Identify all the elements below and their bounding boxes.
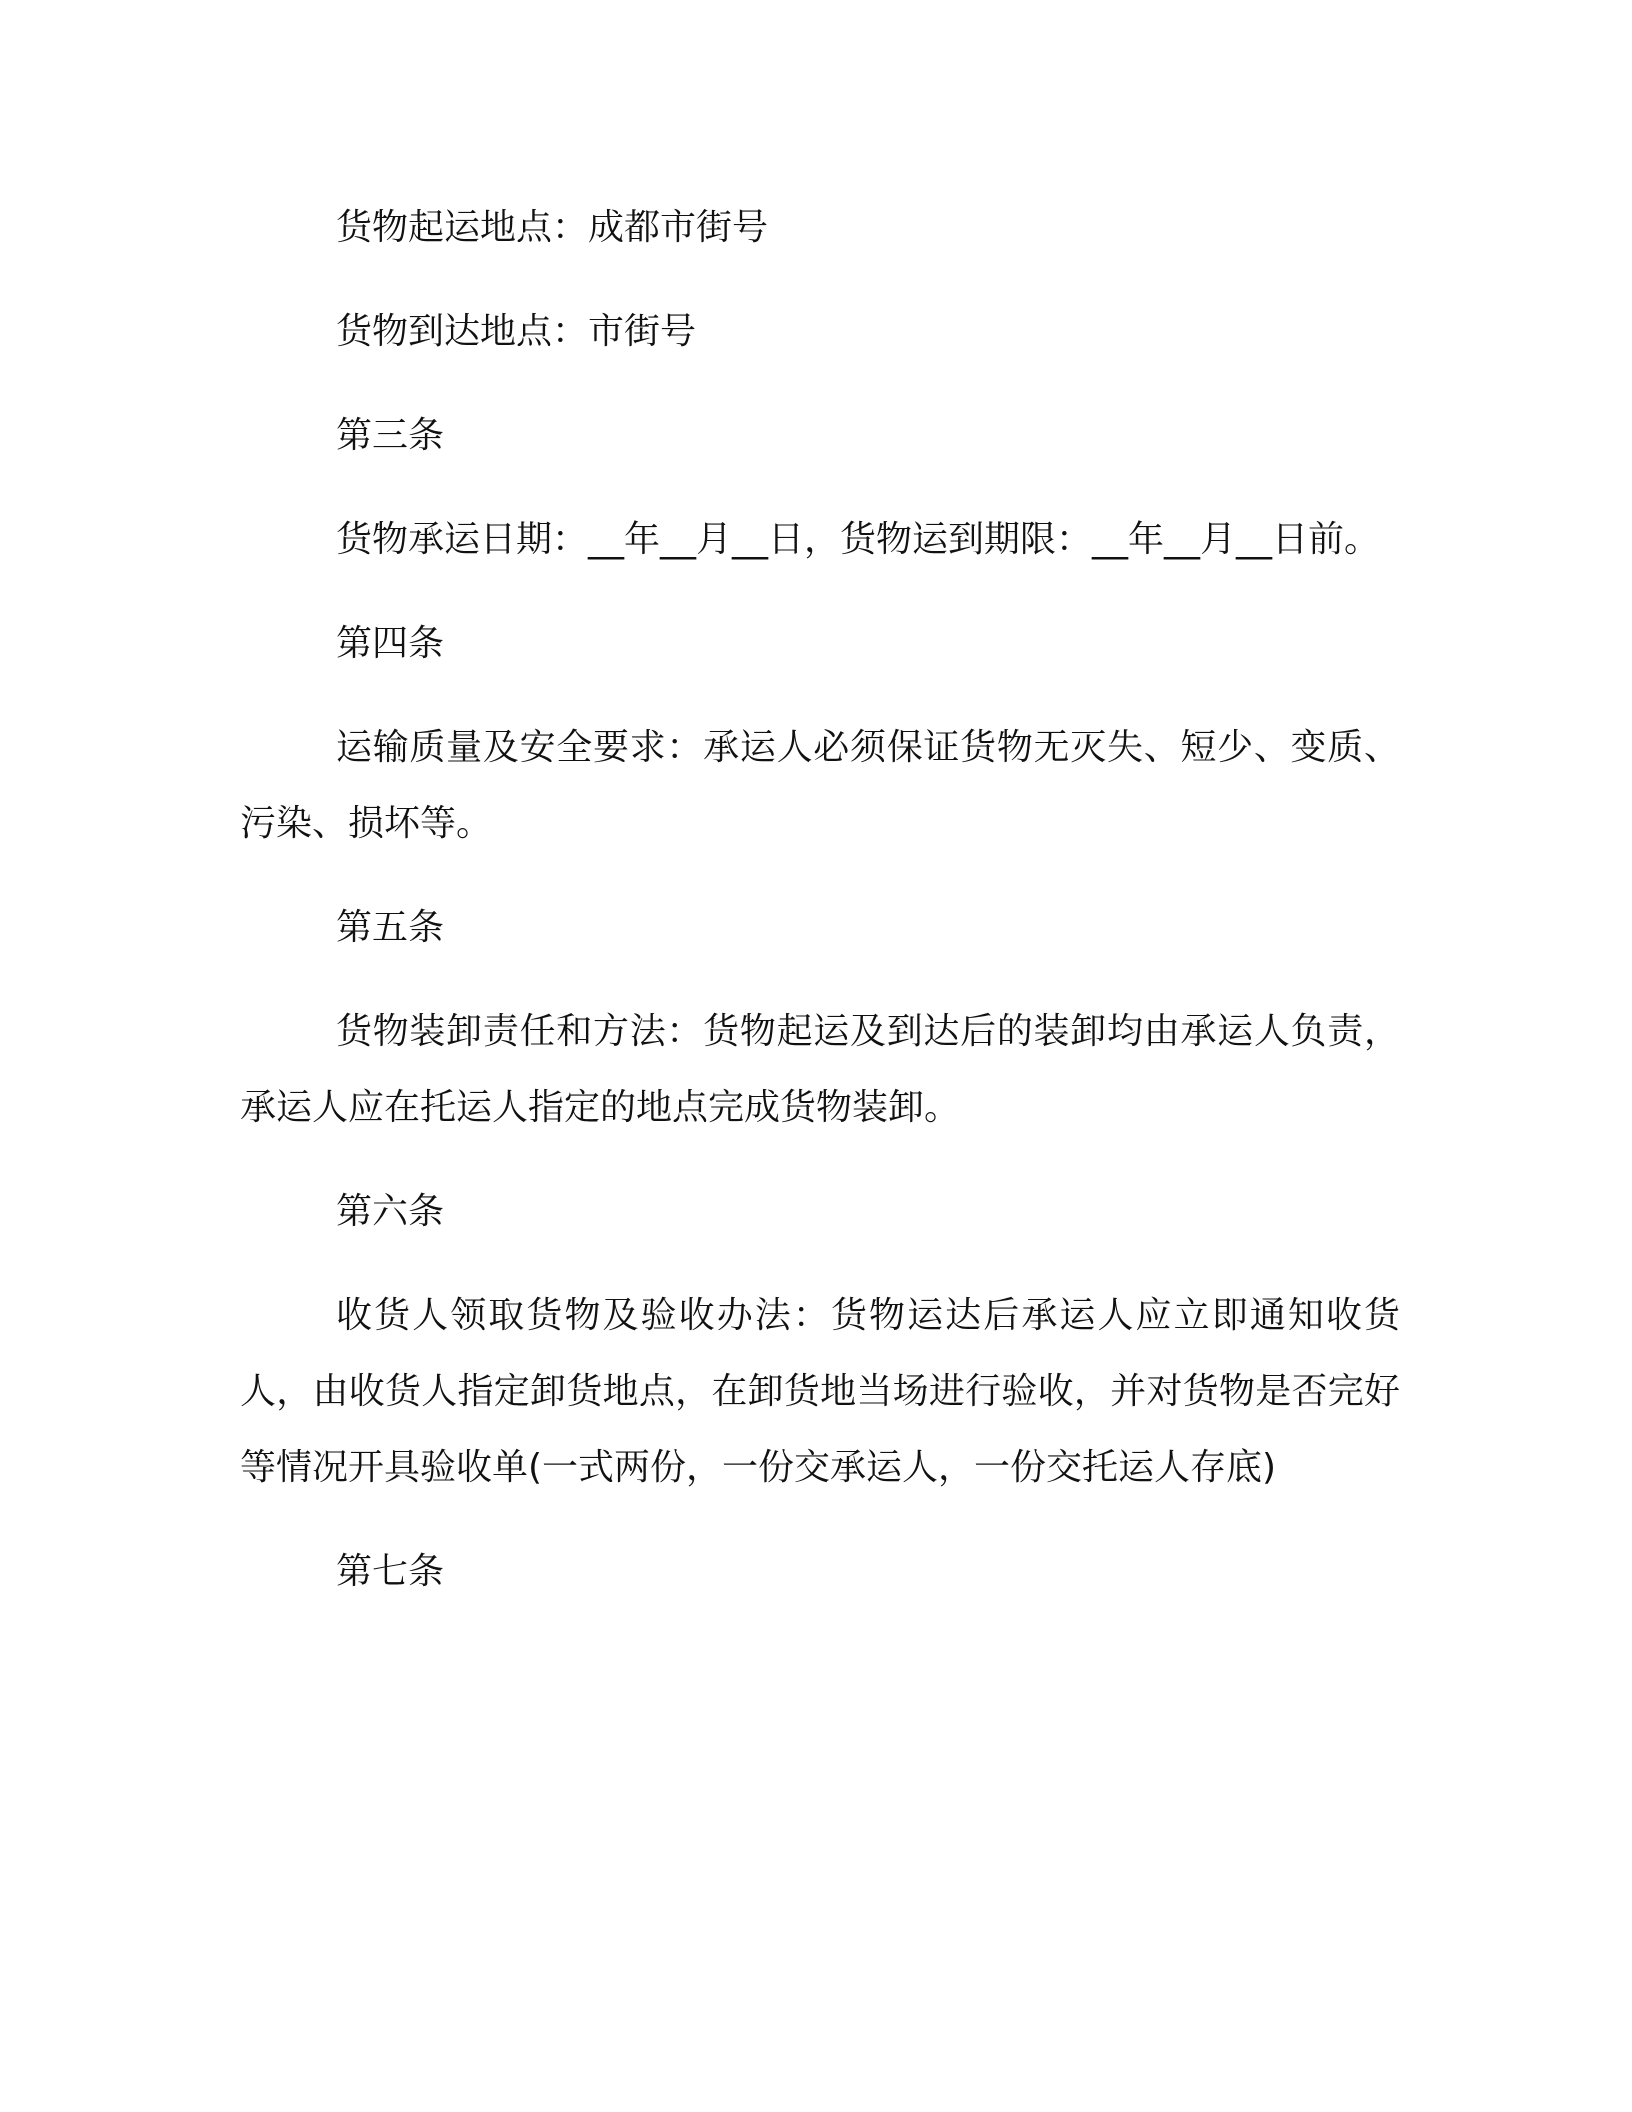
receiving-paragraph: 收货人领取货物及验收办法：货物运达后承运人应立即通知收货人，由收货人指定卸货地点，在卸货地当场进行验收，并对货物是否完好等情况开具验收单(一式两份，一份交承运人，一份交托运人存底): [240, 1295, 1400, 1488]
article-5-heading: 第五条: [336, 907, 445, 948]
loading-paragraph: 货物装卸责任和方法：货物起运及到达后的装卸均由承运人负责，承运人应在托运人指定的地点完成货物装卸。: [240, 1011, 1400, 1128]
article-3-heading: 第三条: [336, 415, 445, 456]
article-6-heading: 第六条: [336, 1191, 445, 1232]
origin-line: 货物起运地点：成都市街号: [336, 207, 769, 248]
article-4-heading: 第四条: [336, 623, 445, 664]
destination-line: 货物到达地点：市街号: [336, 311, 697, 352]
article-7-heading: 第七条: [336, 1551, 445, 1592]
quality-paragraph: 运输质量及安全要求：承运人必须保证货物无灭失、短少、变质、污染、损坏等。: [240, 727, 1400, 844]
dates-paragraph: 货物承运日期：__年__月__日，货物运到期限：__年__月__日前。: [336, 519, 1381, 560]
document-body: [240, 190, 1400, 1638]
